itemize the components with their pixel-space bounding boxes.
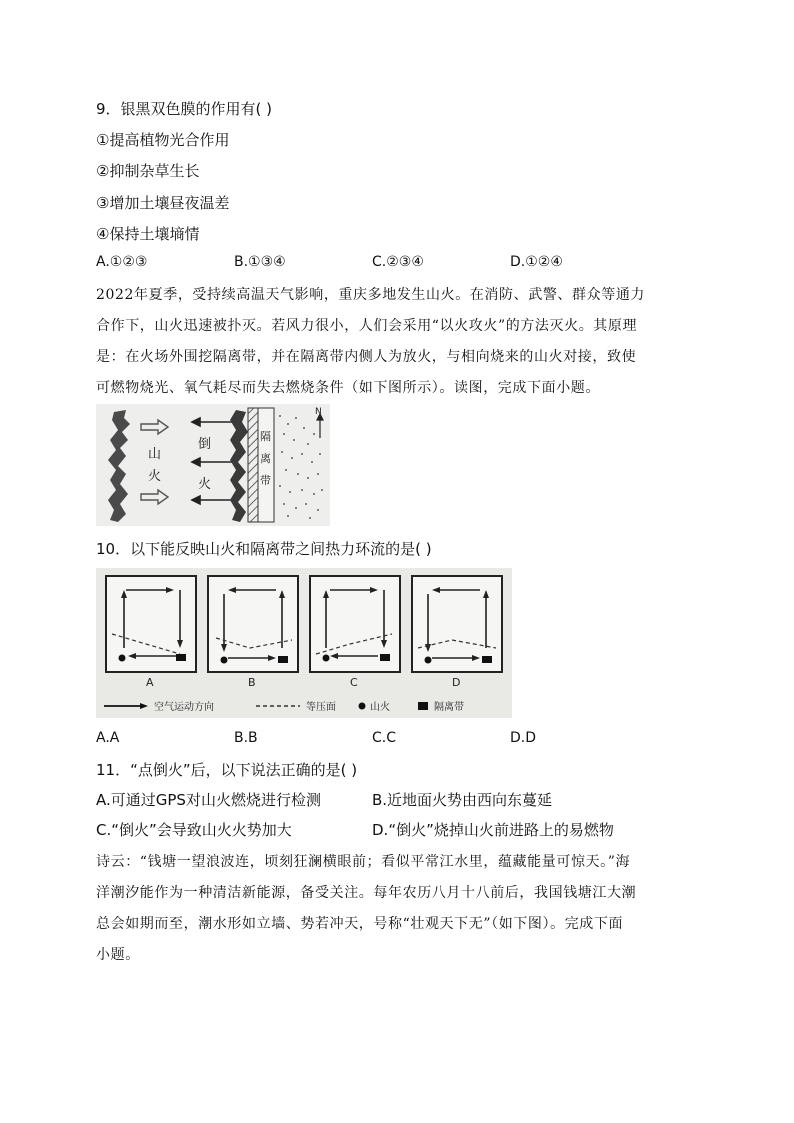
isolation-belt-label-3: 带: [260, 474, 271, 487]
mountain-fire-label-2: 火: [148, 469, 162, 484]
q11-stem: 11．“点倒火”后，以下说法正确的是( ): [96, 761, 358, 779]
back-fire-label-2: 火: [198, 477, 212, 492]
q9-item-3: ③增加土壤昼夜温差: [96, 194, 230, 212]
q10-stem: 10．以下能反映山火和隔离带之间热力环流的是( ): [96, 540, 432, 558]
legend-air-label: 空气运动方向: [154, 702, 214, 713]
q10-option-a: A.A: [96, 730, 120, 746]
passage1-line-2: 合作下，山火迅速被扑灭。若风力很小，人们会采用“以火攻火”的方法灭火。其原理: [96, 318, 638, 334]
mountain-fire-label-1: 山: [148, 447, 162, 462]
panel-b: [208, 576, 298, 672]
q9-option-a: A.①②③: [96, 254, 148, 270]
isolation-belt: [258, 408, 274, 522]
panel-a: [106, 576, 196, 672]
q9-item-1: ①提高植物光合作用: [96, 131, 230, 149]
isolation-belt-label-2: 离: [260, 452, 271, 465]
legend-isobar-label: 等压面: [306, 702, 336, 713]
legend-belt-label: 隔离带: [434, 702, 464, 713]
passage2-line-3: 总会如期而至，潮水形如立墙、势若冲天，号称“壮观天下无”（如下图）。完成下面: [96, 916, 624, 932]
q10-option-d: D.D: [510, 730, 537, 746]
panel-d: [412, 576, 502, 672]
back-fire-label-1: 倒: [198, 437, 212, 452]
panel-b-label: B: [248, 676, 256, 689]
q9-option-d: D.①②④: [510, 254, 563, 270]
passage2-line-2: 洋潮汐能作为一种清洁新能源，备受关注。每年农历八月十八前后，我国钱塘江大潮: [96, 885, 637, 901]
passage1-line-3: 是：在火场外围挖隔离带，并在隔离带内侧人为放火，与相向烧来的山火对接，致使: [96, 349, 637, 365]
circulation-options-figure: [96, 568, 512, 718]
isolation-belt-label-1: 隔: [260, 430, 271, 443]
passage1-line-4: 可燃物烧光、氧气耗尽而失去燃烧条件（如下图所示）。读图，完成下面小题。: [96, 380, 600, 396]
q11-option-d: D.“倒火”烧掉山火前进路上的易燃物: [372, 821, 614, 839]
hatched-strip: [248, 408, 258, 522]
legend-fire-label: 山火: [370, 702, 390, 713]
q10-option-c: C.C: [372, 730, 397, 746]
fire-diagram: [96, 404, 330, 526]
passage2-line-4: 小题。: [96, 947, 140, 963]
panel-d-label: D: [452, 676, 461, 689]
passage1-line-1: 2022年夏季，受持续高温天气影响，重庆多地发生山火。在消防、武警、群众等通力: [96, 287, 646, 303]
q9-item-2: ②抑制杂草生长: [96, 162, 200, 180]
panel-a-label: A: [146, 676, 154, 689]
q10-option-b: B.B: [234, 730, 258, 746]
q9-option-b: B.①③④: [234, 254, 286, 270]
q9-stem: 9．银黑双色膜的作用有( ): [96, 100, 273, 118]
north-label: N: [315, 407, 322, 417]
q11-option-a: A.可通过GPS对山火燃烧进行检测: [96, 791, 321, 809]
q9-item-4: ④保持土壤墒情: [96, 225, 200, 243]
q9-option-c: C.②③④: [372, 254, 424, 270]
passage2-line-1: 诗云：“钱塘一望浪波连，顷刻狂澜横眼前；看似平常江水里，蕴藏能量可惊天。”海: [96, 854, 631, 870]
panel-c-label: C: [350, 676, 358, 689]
q11-option-b: B.近地面火势由西向东蔓延: [372, 791, 553, 809]
panel-c: [310, 576, 400, 672]
q11-option-c: C.“倒火”会导致山火火势加大: [96, 821, 292, 839]
